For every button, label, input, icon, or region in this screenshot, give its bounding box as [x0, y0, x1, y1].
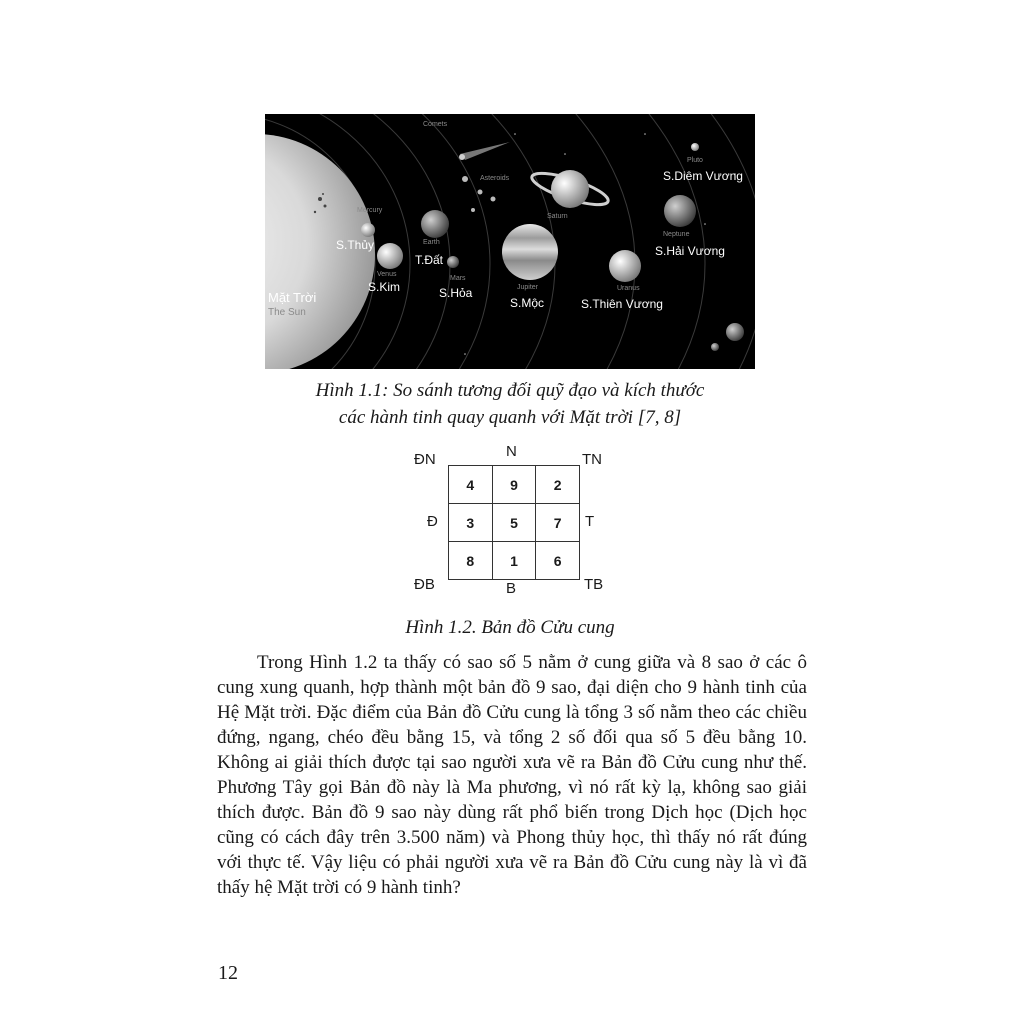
label-mercury-vi: S.Thủy	[336, 238, 375, 252]
label-jupiter-vi: S.Mộc	[510, 296, 545, 310]
direction-bottom-right: TB	[584, 576, 604, 593]
figure-1-caption-line-1: Hình 1.1: So sánh tương đối quỹ đạo và kích thước	[315, 380, 705, 401]
grid-cell: 5	[492, 504, 536, 542]
solar-system-figure	[265, 114, 755, 369]
label-uranus-vi: S.Thiên Vương	[581, 297, 663, 311]
earth	[421, 210, 449, 238]
grid-cell: 4	[449, 466, 493, 504]
grid-cell: 2	[536, 466, 580, 504]
label-mars-en: Mars	[450, 275, 466, 282]
grid-cell: 6	[536, 542, 580, 580]
uranus	[609, 250, 641, 282]
label-sun-en: The Sun	[268, 307, 306, 318]
label-asteroids-en: Asteroids	[480, 175, 510, 182]
grid-cell: 7	[536, 504, 580, 542]
label-mars-vi: S.Hỏa	[439, 286, 473, 300]
label-venus-en: Venus	[377, 271, 397, 278]
direction-top-right: TN	[582, 451, 602, 468]
jupiter	[502, 224, 558, 280]
label-neptune-en: Neptune	[663, 231, 690, 238]
direction-left: Đ	[427, 513, 438, 530]
mercury	[361, 223, 375, 237]
label-pluto-en: Pluto	[687, 157, 703, 164]
nine-palace-grid	[448, 465, 580, 580]
direction-bottom-left: ĐB	[414, 576, 435, 593]
figure-1-caption	[240, 377, 780, 431]
venus	[377, 243, 403, 269]
grid-cell: 3	[449, 504, 493, 542]
neptune	[664, 195, 696, 227]
grid-row	[449, 466, 580, 504]
solar-system-illustration	[265, 114, 755, 369]
saturn	[551, 170, 589, 208]
label-earth-en: Earth	[423, 239, 440, 246]
mars	[447, 256, 459, 268]
label-earth-vi: T.Đất	[415, 253, 444, 267]
direction-top: N	[506, 443, 517, 460]
label-saturn-en: Saturn	[547, 213, 568, 220]
label-neptune-vi: S.Hải Vương	[655, 244, 725, 258]
label-comets-en: Comets	[423, 121, 448, 128]
direction-top-left: ĐN	[414, 451, 436, 468]
grid-cell: 8	[449, 542, 493, 580]
label-jupiter-en: Jupiter	[517, 284, 539, 291]
label-sun-vi: Mặt Trời	[268, 290, 317, 305]
grid-row	[449, 542, 580, 580]
grid-cell: 9	[492, 466, 536, 504]
body-paragraph	[217, 650, 807, 900]
figure-1-caption-line-2: các hành tinh quay quanh với Mặt trời [7, 8]	[338, 407, 682, 428]
label-uranus-en: Uranus	[617, 285, 640, 292]
grid-cell: 1	[492, 542, 536, 580]
label-mercury-en: Mercury	[357, 207, 383, 214]
figure-2-caption: Hình 1.2. Bản đồ Cửu cung	[405, 617, 615, 638]
direction-right: T	[585, 513, 595, 530]
label-venus-vi: S.Kim	[368, 280, 401, 294]
body-paragraph-text: Trong Hình 1.2 ta thấy có sao số 5 nằm ở cung giữa và 8 sao ở các ô cung xung quanh, hợp thành một bản đồ 9 sao, đại diện cho 9 hành tinh của Hệ Mặt trời. Đặc điểm của Bản đồ Cửu cung là tổng 3 số nằm theo các chiều đứng, ngang, chéo đều bằng 15, và tổng 2 số đối qua số 5 đều bằng 10. Không ai giải thích được tại sao người xưa vẽ ra Bản đồ Cửu cung như thế. Phương Tây gọi Bản đồ này là Ma phương, vì nó rất kỳ lạ, không sao giải thích được. Bản đồ 9 sao này dùng rất phổ biến trong Dịch học (Dịch học cũng có cách đây trên 3.500 năm) và Phong thủy học, thì thấy nó rất đúng với thực tế. Vậy liệu có phải người xưa vẽ ra Bản đồ Cửu cung này là vì đã thấy hệ Mặt trời có 9 hành tinh?	[217, 652, 807, 898]
page-number: 12	[218, 962, 238, 984]
direction-bottom: B	[506, 580, 517, 597]
grid-row	[449, 504, 580, 542]
label-pluto-vi: S.Diêm Vương	[663, 169, 743, 183]
pluto	[691, 143, 699, 151]
